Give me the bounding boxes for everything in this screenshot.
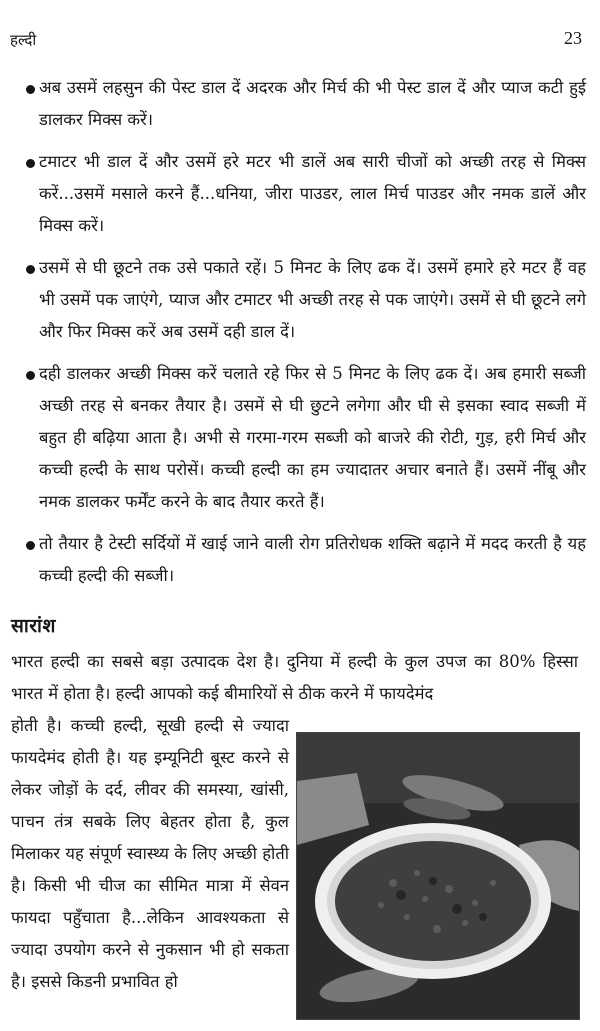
bullet-dot-icon bbox=[26, 371, 35, 380]
bullet-text: अब उसमें लहसुन की पेस्ट डाल दें अदरक और मिर्च की भी पेस्ट डाल दें और प्याज कटी हुई डालकर मिक्स करें। bbox=[39, 78, 586, 129]
bullet-text: दही डालकर अच्छी मिक्स करें चलाते रहे फिर से 5 मिनट के लिए ढक दें। अब हमारी सब्जी अच्छी तरह से बनकर तैयार है। उसमें से घी छुटने लगेगा और घी से इसका स्वाद सब्जी में बहुत ही बढ़िया आता है। अभी से गरमा-गरम सब्जी को बाजरे की रोटी, गुड़, हरी मिर्च और कच्ची हल्दी के साथ परोसें। कच्ची हल्दी का हम ज्यादातर अचार बनाते हैं। उसमें नींबू और नमक डालकर फर्मेंट करने के बाद तैयार करते हैं। bbox=[39, 364, 586, 511]
bullet-item bbox=[26, 146, 586, 242]
bullet-text: टमाटर भी डाल दें और उसमें हरे मटर भी डालें अब सारी चीजों को अच्छी तरह से मिक्स करें...उसमें मसाले करने हैं...धनिया, जीरा पाउडर, लाल मिर्च पाउडर और नमक डालें और मिक्स करें। bbox=[39, 152, 586, 235]
bullet-text: उसमें से घी छूटने तक उसे पकाते रहें। 5 मिनट के लिए ढक दें। उसमें हमारे हरे मटर हैं वह भी उसमें पक जाएंगे, प्याज और टमाटर भी अच्छी तरह से पक जाएंगे। उसमें से घी छूटने लगे और फिर मिक्स करें अब उसमें दही डाल दें। bbox=[39, 258, 586, 341]
bullet-dot-icon bbox=[26, 85, 35, 94]
curry-icon bbox=[335, 841, 531, 961]
summary-heading: सारांश bbox=[11, 615, 56, 637]
bullet-item bbox=[26, 72, 586, 136]
bullet-dot-icon bbox=[26, 265, 35, 274]
page-header bbox=[10, 26, 582, 54]
bullet-item bbox=[26, 358, 586, 518]
running-title: हल्दी bbox=[10, 31, 37, 49]
summary-paragraph-wrapped: होती है। कच्ची हल्दी, सूखी हल्दी से ज्यादा फायदेमंद होती है। यह इम्यूनिटी बूस्ट करने से लेकर जोड़ों के दर्द, लीवर की समस्या, खांसी, पाचन तंत्र सबके लिए बेहतर होता है, कुल मिलाकर यह संपूर्ण स्वास्थ्य के लिए अच्छी होती है। किसी भी चीज का सीमित मात्रा में सेवन फायदा पहुँचाता है...लेकिन आवश्यकता से ज्यादा उपयोग करने से नुकसान भी हो सकता है। इससे किडनी प्रभावित हो bbox=[11, 716, 289, 991]
steps-bullet-list bbox=[26, 72, 586, 602]
bullet-dot-icon bbox=[26, 159, 35, 168]
bullet-dot-icon bbox=[26, 541, 35, 550]
page-number: 23 bbox=[564, 28, 582, 48]
bullet-item bbox=[26, 528, 586, 592]
summary-paragraph-full: भारत हल्दी का सबसे बड़ा उत्पादक देश है। दुनिया में हल्दी के कुल उपज का 80% हिस्सा भारत में होता है। हल्दी आपको कई बीमारियों से ठीक करने में फायदेमंद bbox=[11, 652, 578, 703]
bullet-text: तो तैयार है टेस्टी सर्दियों में खाई जाने वाली रोग प्रतिरोधक शक्ति बढ़ाने में मदद करती है यह कच्ची हल्दी की सब्जी। bbox=[39, 534, 586, 585]
bullet-item bbox=[26, 252, 586, 348]
turmeric-curry-photo bbox=[296, 732, 580, 1020]
curry-bowl-illustration bbox=[297, 733, 579, 1019]
